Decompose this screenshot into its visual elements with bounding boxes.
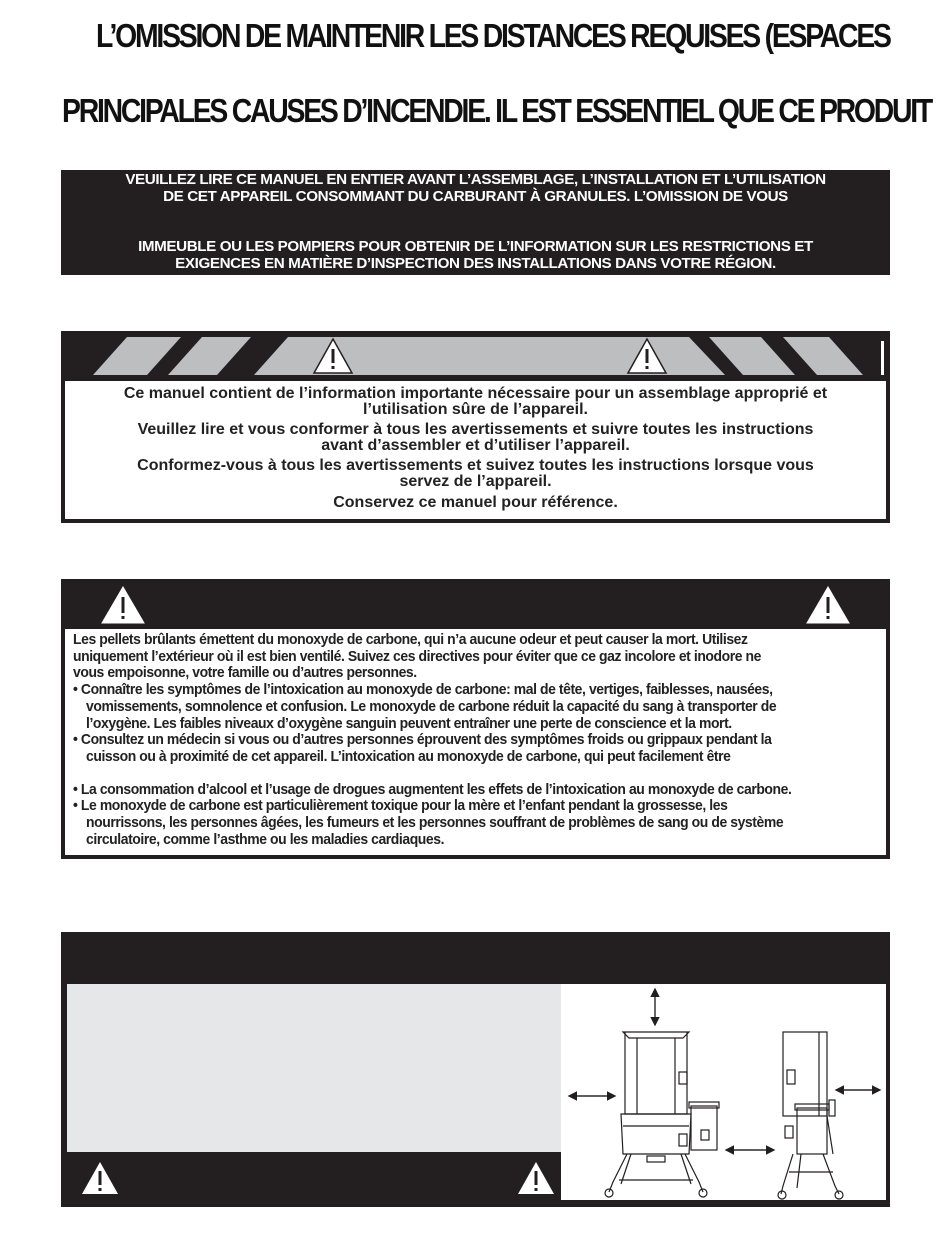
read-manual-notice [61,170,890,275]
co-text-line: vous empoisonne, votre famille ou d’autres personnes. [73,664,417,682]
manual-text-line: Veuillez lire et vous conformer à tous les avertissements et suivre toutes les instructions [137,421,814,438]
co-bullet-line: • La consommation d’alcool et l’usage de drogues augmentent les effets de l’intoxication au monoxyde de carbone. [73,780,792,798]
clearance-box [61,932,890,1207]
co-text-line: nourrissons, les personnes âgées, les fumeurs et les personnes souffrant de problèmes de sang ou de système [86,814,784,832]
co-bullet-line: • Le monoxyde de carbone est particulièrement toxique pour la mère et l’enfant pendant la grossesse, les [73,797,728,815]
warning-stripe-band [61,337,890,375]
co-bullet-line: • Connaître les symptômes de l’intoxication au monoxyde de carbone: mal de tête, vertiges, faiblesses, nausées, [73,681,773,699]
co-bullet-line: • Consultez un médecin si vous ou d’autres personnes éprouvent des symptômes froids ou grippaux pendant la [73,731,772,749]
manual-text-line: Conservez ce manuel pour référence. [333,494,618,511]
manual-warning-body [65,381,886,519]
clearance-text-area [67,984,561,1152]
manual-text-line: l’utilisation sûre de l’appareil. [363,400,588,418]
warning-triangle-icon [99,585,147,625]
co-text-line: Les pellets brûlants émettent du monoxyde de carbone, qui n’a aucune odeur et peut causer la mort. Utilisez [73,631,748,648]
warning-triangle-icon [80,1160,120,1196]
notice-line: IMMEUBLE OU LES POMPIERS POUR OBTENIR DE L’INFORMATION SUR LES RESTRICTIONS ET [138,238,813,255]
manual-text-line: avant d’assembler et d’utiliser l’appareil. [321,436,630,454]
manual-text-line: servez de l’appareil. [399,472,552,490]
smoker-clearance-diagram [561,984,886,1200]
co-text-line: vomissements, somnolence et confusion. Le monoxyde de carbone réduit la capacité du sang à transporter de [86,697,777,715]
co-text-line: circulatoire, comme l’asthme ou les maladies cardiaques. [86,830,445,848]
co-text-line: l’oxygène. Les faibles niveaux d’oxygène sanguin peuvent entraîner une perte de conscience et la mort. [86,714,732,732]
carbon-monoxide-warning-body [65,629,886,855]
manual-text-line: Conformez-vous à tous les avertissements et suivez toutes les instructions lorsque vous [137,457,814,474]
headline-line-2: PRINCIPALES CAUSES D’INCENDIE. IL EST ESSENTIEL QUE CE PRODUIT [62,92,932,129]
warning-triangle-icon [516,1160,556,1196]
notice-line: DE CET APPAREIL CONSOMMANT DU CARBURANT À GRANULES. L’OMISSION DE VOUS [163,187,788,205]
headline-line-1: L’OMISSION DE MAINTENIR LES DISTANCES REQUISES (ESPACES [96,17,890,54]
warning-triangle-icon [804,585,852,625]
manual-text-line: Ce manuel contient de l’information importante nécessaire pour un assemblage approprié et [123,385,828,402]
smoker-illustration [561,984,886,1200]
carbon-monoxide-warning-box [61,579,890,859]
co-text-line: cuisson ou à proximité de cet appareil. L’intoxication au monoxyde de carbone, qui peut facilement être [86,747,731,765]
notice-line: EXIGENCES EN MATIÈRE D’INSPECTION DES INSTALLATIONS DANS VOTRE RÉGION. [175,254,776,272]
notice-line: VEUILLEZ LIRE CE MANUEL EN ENTIER AVANT L’ASSEMBLAGE, L’INSTALLATION ET L’UTILISATION [125,171,826,188]
co-text-line: uniquement l’extérieur où il est bien ventilé. Suivez ces directives pour éviter que ce gaz incolore et inodore ne [73,647,761,665]
manual-warning-box [61,331,890,523]
